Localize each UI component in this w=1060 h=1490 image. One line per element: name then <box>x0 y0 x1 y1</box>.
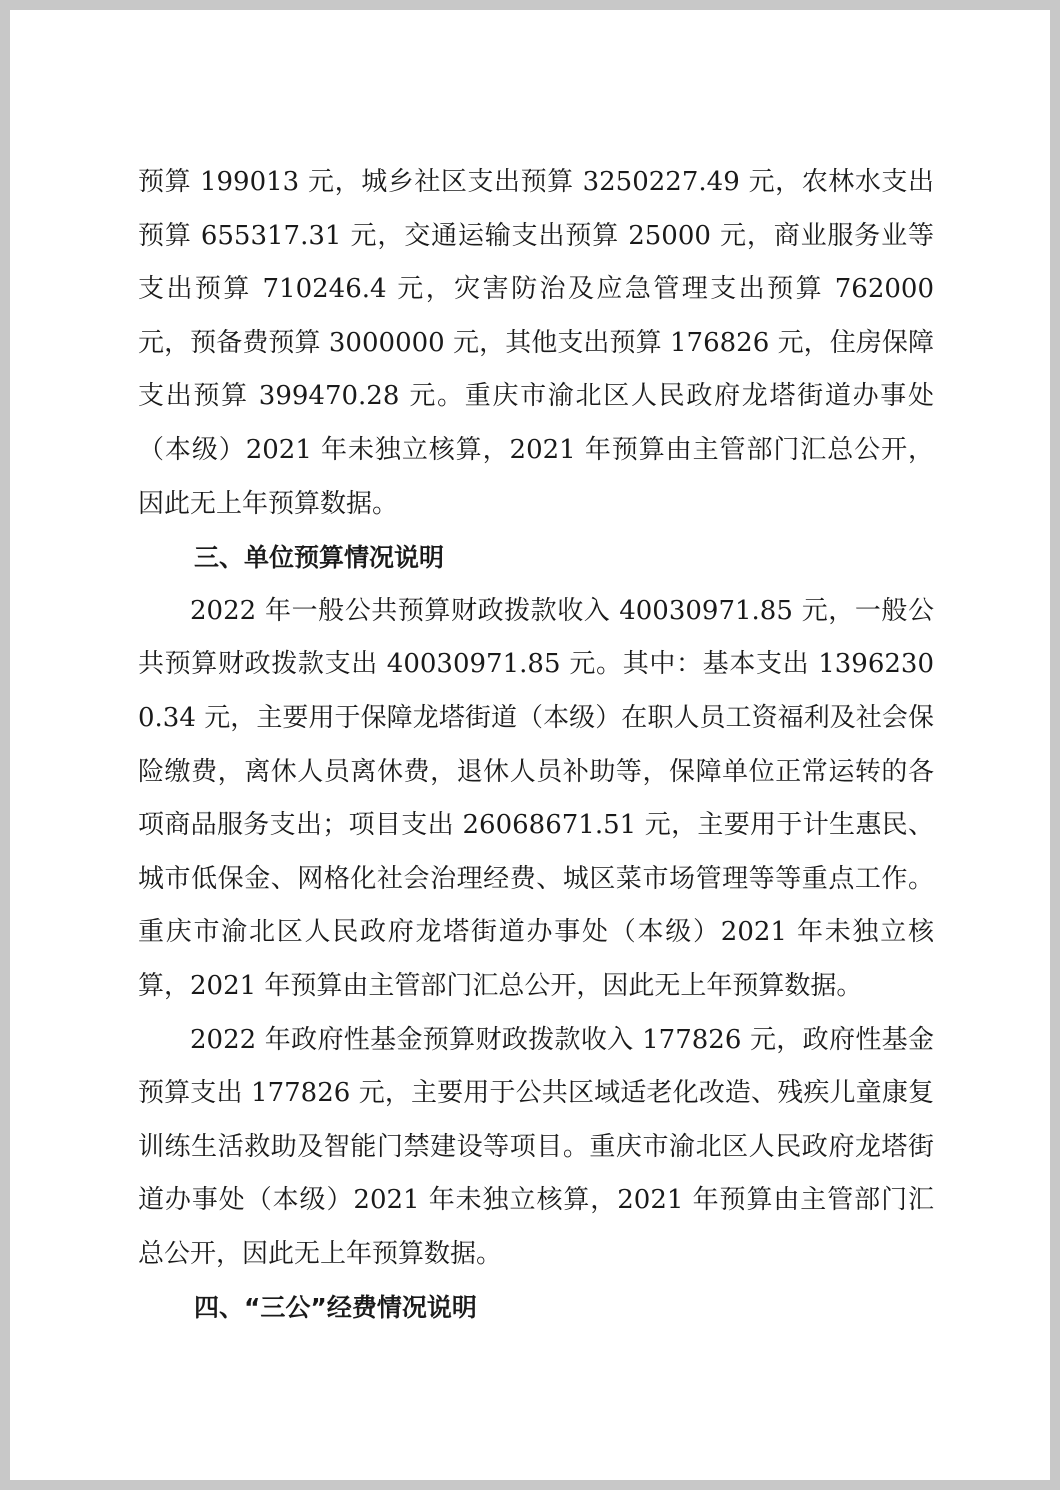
section-heading-three-public-expenses: 四、“三公”经费情况说明 <box>194 1293 477 1323</box>
paragraph-general-public-budget: 2022 年一般公共预算财政拨款收入 40030971.85 元，一般公共预算财政拨款支出 40030971.85 元。其中：基本支出 13962300.34 元，主要用于保障龙塔街道（本级）在职人员工资福利及社会保险缴费，离休人员离休费，退休人员补助等，保障单位正常运转的各项商品服务支出；项目支出 26068671.51 元，主要用于计生惠民、城市低保金、网格化社会治理经费、城区菜市场管理等等重点工作。重庆市渝北区人民政府龙塔街道办事处（本级）2021 年未独立核算，2021 年预算由主管部门汇总公开，因此无上年预算数据。 <box>138 595 934 1001</box>
document-body <box>138 156 934 1335</box>
section-heading-unit-budget: 三、单位预算情况说明 <box>194 543 445 573</box>
document-page <box>10 10 1050 1480</box>
paragraph-budget-continued: 预算 199013 元，城乡社区支出预算 3250227.49 元，农林水支出预算 655317.31 元，交通运输支出预算 25000 元，商业服务业等支出预算 710246.4 元，灾害防治及应急管理支出预算 762000 元，预备费预算 3000000 元，其他支出预算 176826 元，住房保障支出预算 399470.28 元。重庆市渝北区人民政府龙塔街道办事处（本级）2021 年未独立核算，2021 年预算由主管部门汇总公开，因此无上年预算数据。 <box>138 167 934 519</box>
paragraph-government-fund-budget: 2022 年政府性基金预算财政拨款收入 177826 元，政府性基金预算支出 177826 元，主要用于公共区域适老化改造、残疾儿童康复训练生活救助及智能门禁建设等项目。重庆市渝北区人民政府龙塔街道办事处（本级）2021 年未独立核算，2021 年预算由主管部门汇总公开，因此无上年预算数据。 <box>138 1024 934 1269</box>
